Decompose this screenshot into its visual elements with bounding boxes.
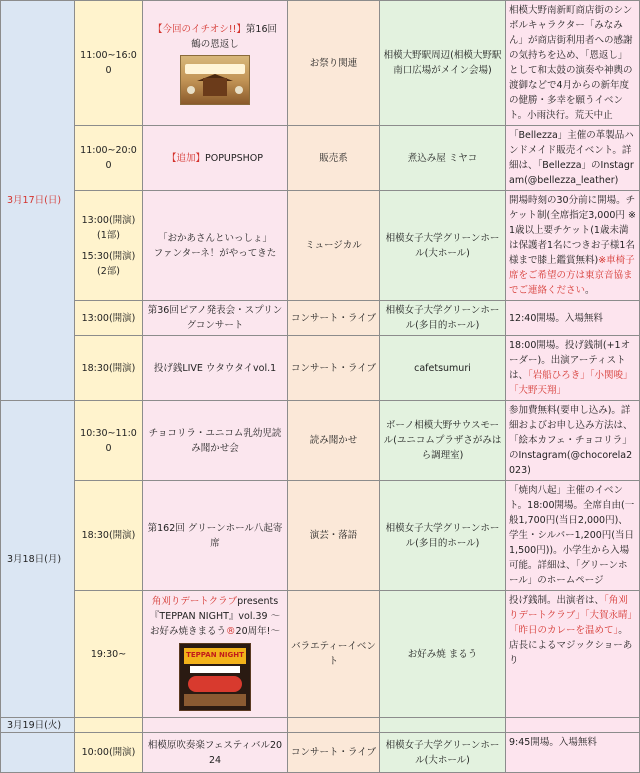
description-text: 投げ銭制。出演者は、 <box>509 595 605 606</box>
table-row <box>1 191 640 301</box>
time-part-2: 15:30(開演) (2部) <box>81 250 136 277</box>
time-cell: 19:30~ <box>75 591 143 718</box>
table-row <box>1 336 640 401</box>
performer-names: 「岩船ひろき」「小関唆」「大野天翔」 <box>509 370 633 396</box>
genre-cell: ミュージカル <box>288 191 380 301</box>
event-title-tail: 20周年!〜 <box>235 626 280 637</box>
table-row <box>1 401 640 481</box>
genre-cell: コンサート・ライブ <box>288 336 380 401</box>
description-cell: 12:40開場。入場無料 <box>506 301 640 336</box>
venue-cell: 相模女子大学グリーンホール(多目的ホール) <box>380 481 506 591</box>
title-tag: 【追加】 <box>166 152 205 164</box>
date-cell: 3月17日(日) <box>1 1 75 401</box>
venue-cell: 煮込み屋 ミヤコ <box>380 126 506 191</box>
description-cell: 「焼肉八起」主催のイベント。18:00開場。全席自由(一般1,700円(当日2,000円)、学生・シルバー1,200円(当日1,500円))。小学生から入場可能。詳細は、「グリーンホール」のホームページ <box>506 481 640 591</box>
description-cell: 9:45開場。入場無料 <box>506 733 640 773</box>
genre-cell: バラエティーイベント <box>288 591 380 718</box>
time-cell: 11:00~16:00 <box>75 1 143 126</box>
table-row <box>1 718 640 733</box>
time-cell <box>75 191 143 301</box>
poster-text: TEPPAN NIGHT <box>186 651 244 659</box>
description-cell: 「Bellezza」主催の革製品ハンドメイド販売イベント。詳細は、「Bellezza」のInstagram(@bellezza_leather) <box>506 126 640 191</box>
venue-cell: お好み焼 まるう <box>380 591 506 718</box>
description-cell <box>506 336 640 401</box>
venue-cell: 相模女子大学グリーンホール(大ホール) <box>380 191 506 301</box>
time-cell: 10:30~11:00 <box>75 401 143 481</box>
title-cell: チョコリラ・ユニコム乳幼児読み聞かせ会 <box>143 401 288 481</box>
event-poster-image <box>179 643 251 711</box>
event-title: 第16回 鶴の恩返し <box>191 23 278 50</box>
title-cell <box>143 718 288 733</box>
time-cell: 11:00~20:00 <box>75 126 143 191</box>
title-cell: 投げ銭LIVE ウタウタイvol.1 <box>143 336 288 401</box>
time-cell <box>75 718 143 733</box>
table-row <box>1 301 640 336</box>
title-cell <box>143 1 288 126</box>
title-cell: 「おかあさんといっしょ」 ファンターネ！がやってきた <box>143 191 288 301</box>
event-poster-image <box>180 55 250 105</box>
time-cell: 18:30(開演) <box>75 481 143 591</box>
genre-cell: コンサート・ライブ <box>288 733 380 773</box>
title-cell: 第36回ピアノ発表会・スプリングコンサート <box>143 301 288 336</box>
genre-cell: 読み聞かせ <box>288 401 380 481</box>
description-text: 18:00開場。投げ銭制(+1オーダー)。出演アーティストは、 <box>509 340 631 381</box>
date-cell: 3月18日(月) <box>1 401 75 718</box>
genre-cell: コンサート・ライブ <box>288 301 380 336</box>
venue-cell: 相模女子大学グリーンホール(多目的ホール) <box>380 301 506 336</box>
title-cell <box>143 591 288 718</box>
venue-cell: ボーノ相模大野サウスモール(ユニコムプラザさがみはら調理室) <box>380 401 506 481</box>
description-tail: 。店長によるマジックショーあり <box>509 625 633 666</box>
title-mark: ® <box>226 626 236 637</box>
venue-cell: 相模女子大学グリーンホール(大ホール) <box>380 733 506 773</box>
time-cell: 13:00(開演) <box>75 301 143 336</box>
date-cell <box>1 733 75 773</box>
table-row <box>1 1 640 126</box>
table-row <box>1 481 640 591</box>
genre-cell: 演芸・落語 <box>288 481 380 591</box>
description-cell: 相模大野南新町商店街のシンボルキャラクター「みなみん」が商店街利用者への感謝の気持ちを込め、「恩返し」として和太鼓の演奏や神輿の渡御などで4月からの新年度の健勝・多幸を願うイベント。小雨決行。荒天中止 <box>506 1 640 126</box>
venue-cell: 相模大野駅周辺(相模大野駅南口広場がメイン会場) <box>380 1 506 126</box>
description-tail: 。 <box>585 285 595 296</box>
event-title: presents 『TEPPAN NIGHT』vol.39 〜お好み焼きまるう <box>149 596 281 637</box>
genre-cell: 販売系 <box>288 126 380 191</box>
time-cell: 10:00(開演) <box>75 733 143 773</box>
venue-cell: cafetsumuri <box>380 336 506 401</box>
description-cell <box>506 191 640 301</box>
title-cell: 第162回 グリーンホール八起寄席 <box>143 481 288 591</box>
description-text: 開場時刻の30分前に開場。チケット制(全席指定3,000円 ※1歳以上要チケット(1歳未満は保護者1名につきお子様1名様まで膝上鑑賞無料) <box>509 195 636 266</box>
table-row <box>1 126 640 191</box>
event-title: POPUPSHOP <box>205 152 263 164</box>
description-note: ※車椅子席をご希望の方は東京音協までご連絡ください <box>509 255 635 296</box>
genre-cell: お祭り関連 <box>288 1 380 126</box>
venue-cell <box>380 718 506 733</box>
title-highlight: 角刈りデートクラブ <box>151 596 238 607</box>
date-cell: 3月19日(火) <box>1 718 75 733</box>
time-part-1: 13:00(開演) (1部) <box>81 214 136 241</box>
table-row <box>1 733 640 773</box>
genre-cell <box>288 718 380 733</box>
title-highlight: 【今回のイチオシ!!】 <box>152 23 246 35</box>
time-cell: 18:30(開演) <box>75 336 143 401</box>
title-cell: 相模原吹奏楽フェスティバル2024 <box>143 733 288 773</box>
title-cell <box>143 126 288 191</box>
table-row <box>1 591 640 718</box>
description-cell <box>506 591 640 718</box>
description-cell <box>506 718 640 733</box>
performer-names: 「角刈りデートクラブ」「大賀永晴」「昨日のカレーを温めて」 <box>509 595 633 636</box>
description-cell: 参加費無料(要申し込み)。詳細およびお申し込み方法は、「絵本カフェ・チョコリラ」のInstagram(@chocorela2023) <box>506 401 640 481</box>
